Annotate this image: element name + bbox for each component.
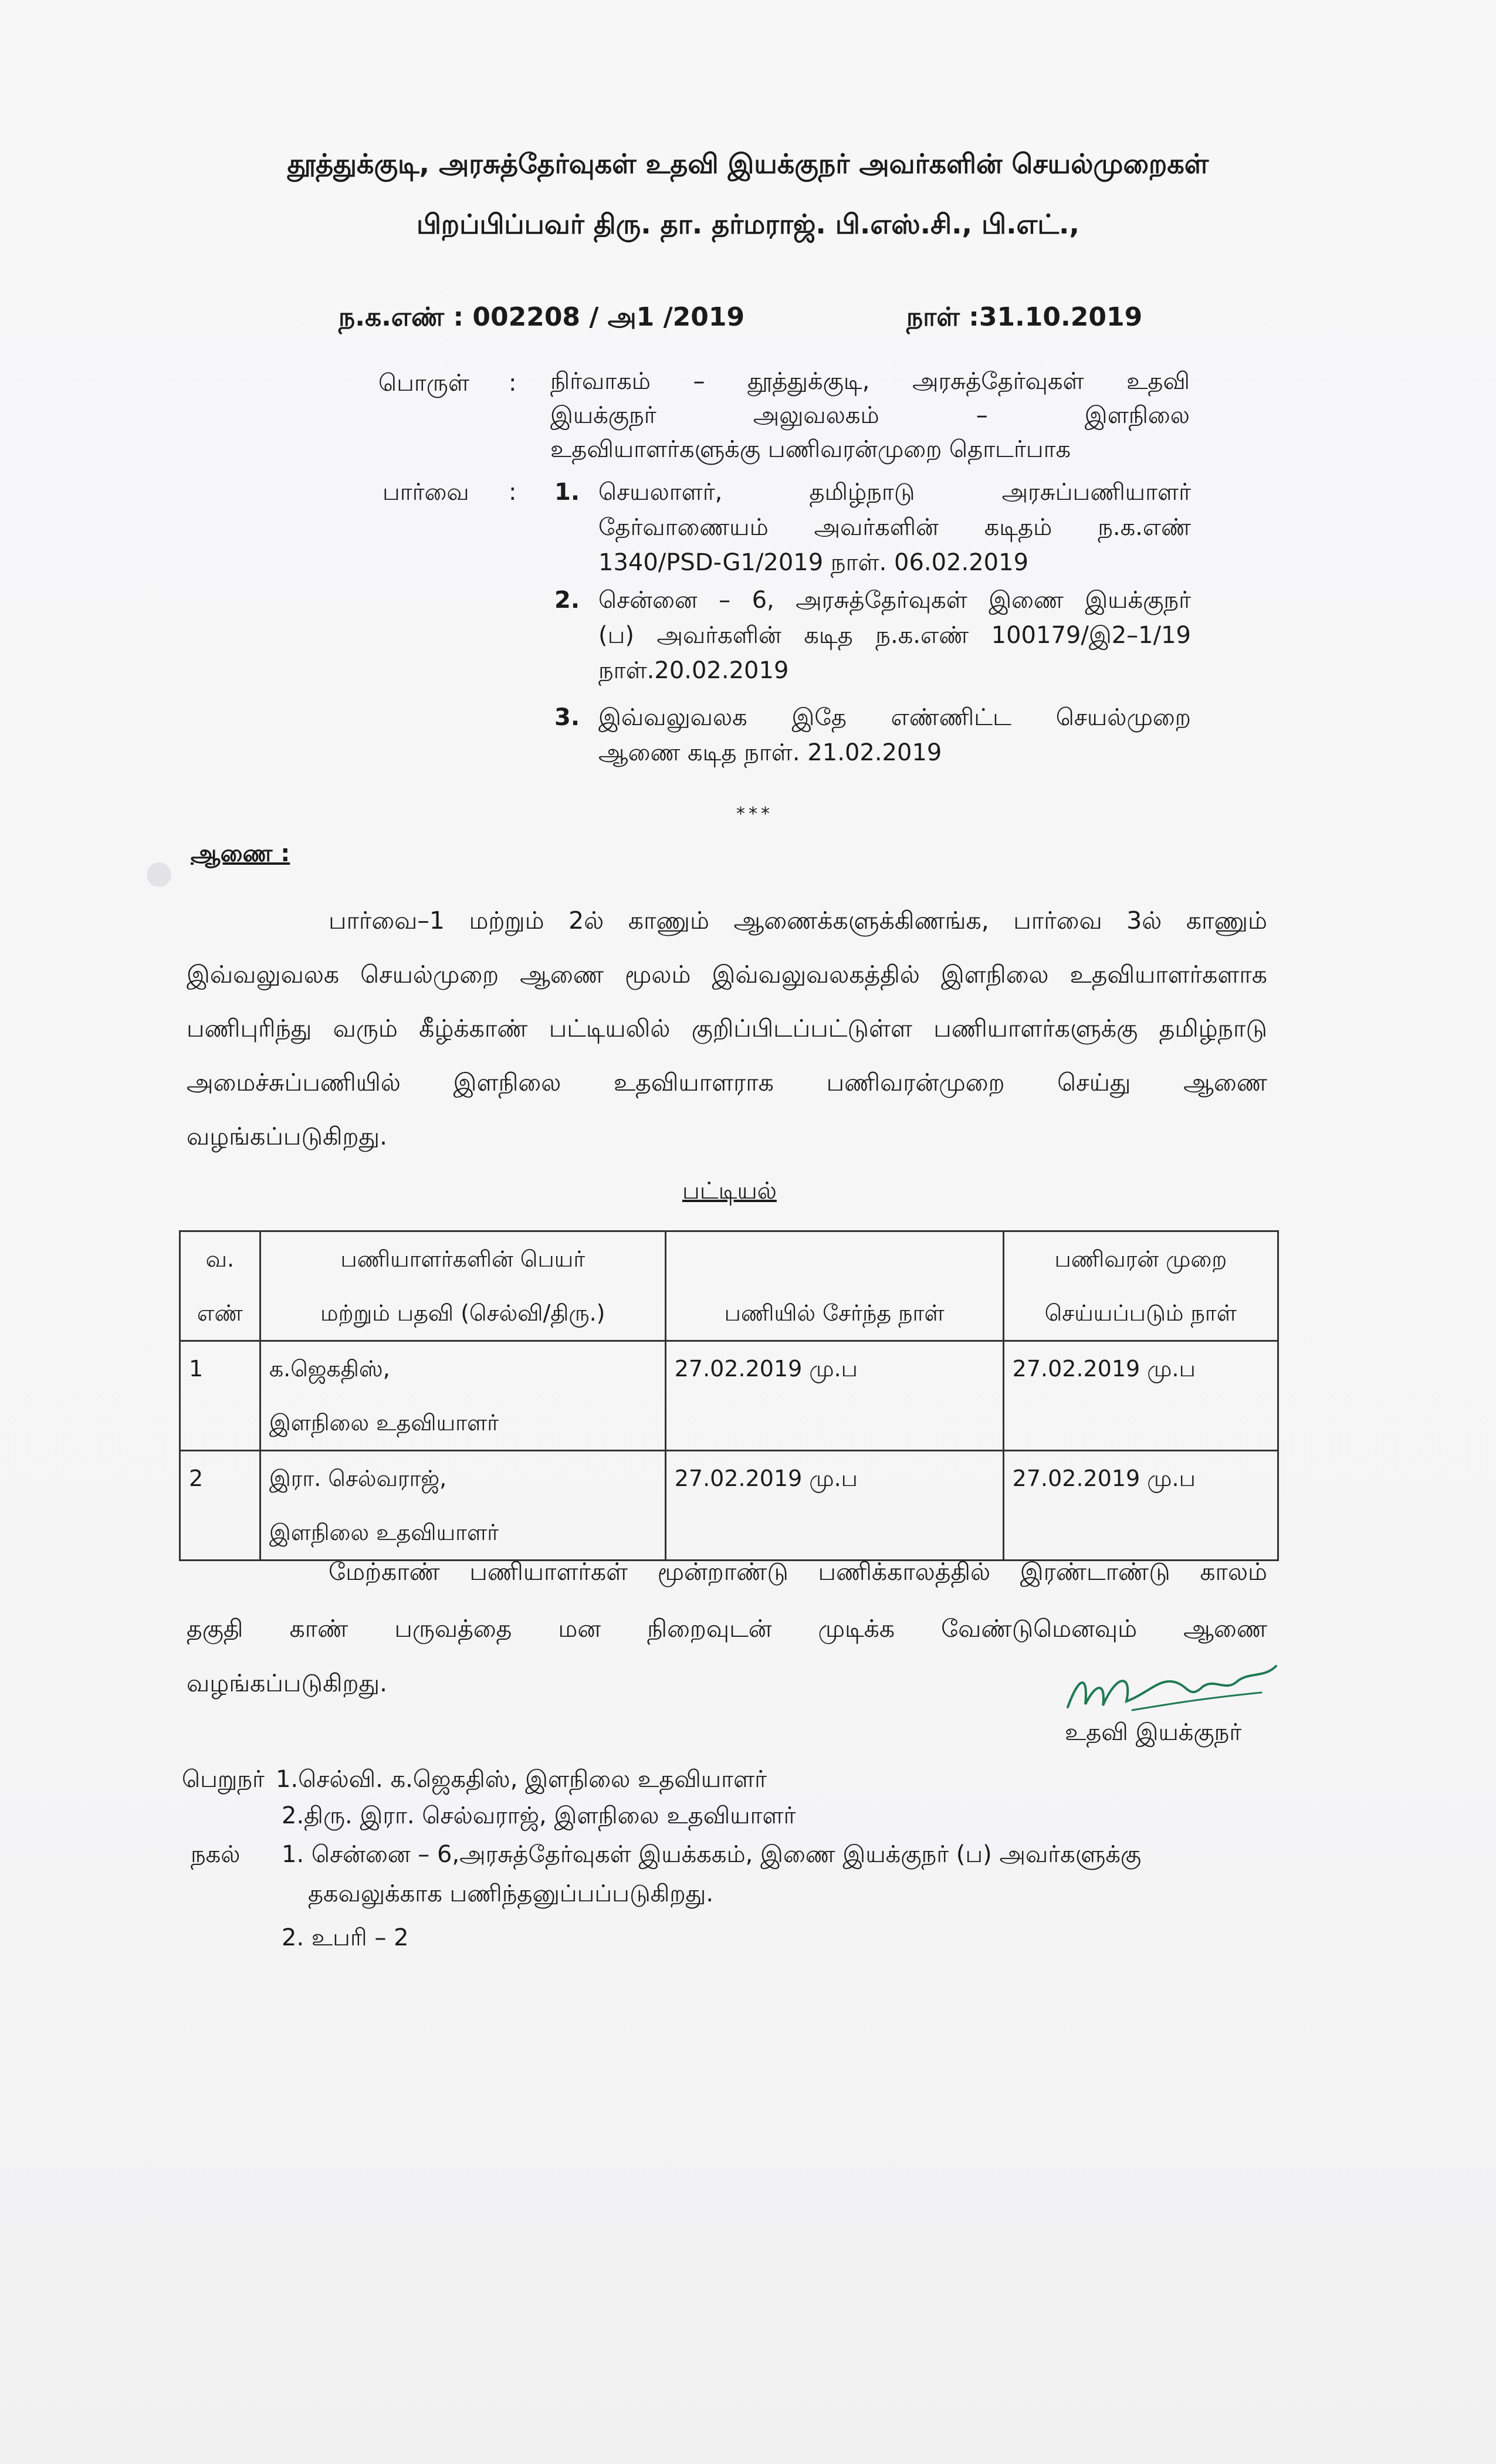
reference-number: ந.க.எண் : 002208 / அ1 /2019 xyxy=(339,302,745,332)
references-colon: : xyxy=(509,479,517,506)
order-paragraph-line: வழங்கப்படுகிறது. xyxy=(187,1122,388,1150)
reference-3-line: இவ்வலுவலக இதே எண்ணிட்ட செயல்முறை xyxy=(598,704,1191,731)
closing-paragraph-line: தகுதி காண் பருவத்தை மன நிறைவுடன் முடிக்க வேண்டுமெனவும் ஆணை xyxy=(187,1615,1267,1643)
header-name-designation: பணியாளர்களின் பெயர் மற்றும் பதவி (செல்வி/திரு.) xyxy=(260,1231,665,1341)
order-paragraph-line: பார்வை–1 மற்றும் 2ல் காணும் ஆணைக்களுக்கிணங்க, பார்வை 3ல் காணும் xyxy=(329,906,1267,935)
subject-line-2: இயக்குநர் அலுவலகம் – இளநிலை xyxy=(550,402,1190,429)
scan-smudge xyxy=(147,862,171,887)
reference-2-line: (ப) அவர்களின் கடித ந.க.எண் 100179/இ2–1/19 xyxy=(598,622,1191,649)
closing-paragraph-line: மேற்காண் பணியாளர்கள் மூன்றாண்டு பணிக்காலத்தில் இரண்டாண்டு காலம் xyxy=(329,1558,1267,1586)
cell-name: க.ஜெகதிஸ், இளநிலை உதவியாளர் xyxy=(260,1341,665,1451)
subject-line-1: நிர்வாகம் – தூத்துக்குடி, அரசுத்தேர்வுகள் உதவி xyxy=(550,368,1190,395)
subject-label: பொருள் xyxy=(378,370,469,397)
table-row xyxy=(180,1341,1278,1451)
header-regularisation-date: பணிவரன் முறை செய்யப்படும் நாள் xyxy=(1003,1231,1278,1341)
cell-joined: 27.02.2019 மு.ப xyxy=(665,1341,1003,1451)
header-serial-number: வ. எண் xyxy=(180,1231,260,1341)
cell-regularised: 27.02.2019 மு.ப xyxy=(1003,1451,1278,1561)
reference-3-line: ஆணை கடித நாள். 21.02.2019 xyxy=(598,739,942,766)
signatory-designation: உதவி இயக்குநர் xyxy=(1065,1719,1242,1746)
separator-stars: *** xyxy=(736,804,773,824)
reference-1-number: 1. xyxy=(554,479,580,506)
order-heading: ஆணை : xyxy=(191,840,290,867)
reference-3-number: 3. xyxy=(554,704,580,731)
table-header-row xyxy=(180,1231,1278,1341)
recipient-line: 1.செல்வி. க.ஜெகதிஸ், இளநிலை உதவியாளர் xyxy=(276,1766,767,1793)
reference-date: நாள் :31.10.2019 xyxy=(906,302,1143,332)
header-joining-date: பணியில் சேர்ந்த நாள் xyxy=(665,1231,1003,1341)
issued-by: பிறப்பிப்பவர் திரு. தா. தர்மராஜ். பி.எஸ்.சி., பி.எட்., xyxy=(416,208,1080,240)
personnel-table xyxy=(179,1230,1279,1561)
cell-serial: 1 xyxy=(180,1341,260,1451)
list-title: பட்டியல் xyxy=(682,1177,777,1204)
references-label: பார்வை xyxy=(383,479,469,506)
subject-line-3: உதவியாளர்களுக்கு பணிவரன்முறை தொடர்பாக xyxy=(550,436,1071,463)
reference-2-line: சென்னை – 6, அரசுத்தேர்வுகள் இணை இயக்குநர் xyxy=(598,587,1191,614)
table-row xyxy=(180,1451,1278,1561)
copy-line: 1. சென்னை – 6,அரசுத்தேர்வுகள் இயக்ககம், இணை இயக்குநர் (ப) அவர்களுக்கு xyxy=(282,1841,1142,1868)
order-paragraph-line: இவ்வலுவலக செயல்முறை ஆணை மூலம் இவ்வலுவலகத்தில் இளநிலை உதவியாளர்களாக xyxy=(187,960,1267,989)
reference-1-line: தேர்வாணையம் அவர்களின் கடிதம் ந.க.எண் xyxy=(598,514,1191,541)
signature-scribble xyxy=(1062,1651,1285,1722)
reference-2-line: நாள்.20.02.2019 xyxy=(598,657,789,684)
reference-1-line: 1340/PSD-G1/2019 நாள். 06.02.2019 xyxy=(598,549,1029,576)
recipients-label: பெறுநர் xyxy=(182,1766,265,1793)
cell-regularised: 27.02.2019 மு.ப xyxy=(1003,1341,1278,1451)
cell-name: இரா. செல்வராஜ், இளநிலை உதவியாளர் xyxy=(260,1451,665,1561)
copy-label: நகல் xyxy=(191,1841,241,1868)
copy-line: தகவலுக்காக பணிந்தனுப்பப்படுகிறது. xyxy=(308,1880,714,1907)
order-paragraph-line: அமைச்சுப்பணியில் இளநிலை உதவியாளராக பணிவரன்முறை செய்து ஆணை xyxy=(187,1068,1267,1096)
subject-colon: : xyxy=(509,370,517,397)
cell-serial: 2 xyxy=(180,1451,260,1561)
copy-line: 2. உபரி – 2 xyxy=(282,1924,409,1951)
reference-2-number: 2. xyxy=(554,587,580,614)
recipient-line: 2.திரு. இரா. செல்வராஜ், இளநிலை உதவியாளர் xyxy=(282,1802,796,1829)
reference-1-line: செயலாளர், தமிழ்நாடு அரசுப்பணியாளர் xyxy=(598,479,1191,506)
cell-joined: 27.02.2019 மு.ப xyxy=(665,1451,1003,1561)
office-title: தூத்துக்குடி, அரசுத்தேர்வுகள் உதவி இயக்குநர் அவர்களின் செயல்முறைகள் xyxy=(287,148,1209,180)
closing-paragraph-line: வழங்கப்படுகிறது. xyxy=(187,1669,388,1697)
order-paragraph-line: பணிபுரிந்து வரும் கீழ்க்காண் பட்டியலில் குறிப்பிடப்பட்டுள்ள பணியாளர்களுக்கு தமிழ்நாடு xyxy=(187,1014,1267,1043)
